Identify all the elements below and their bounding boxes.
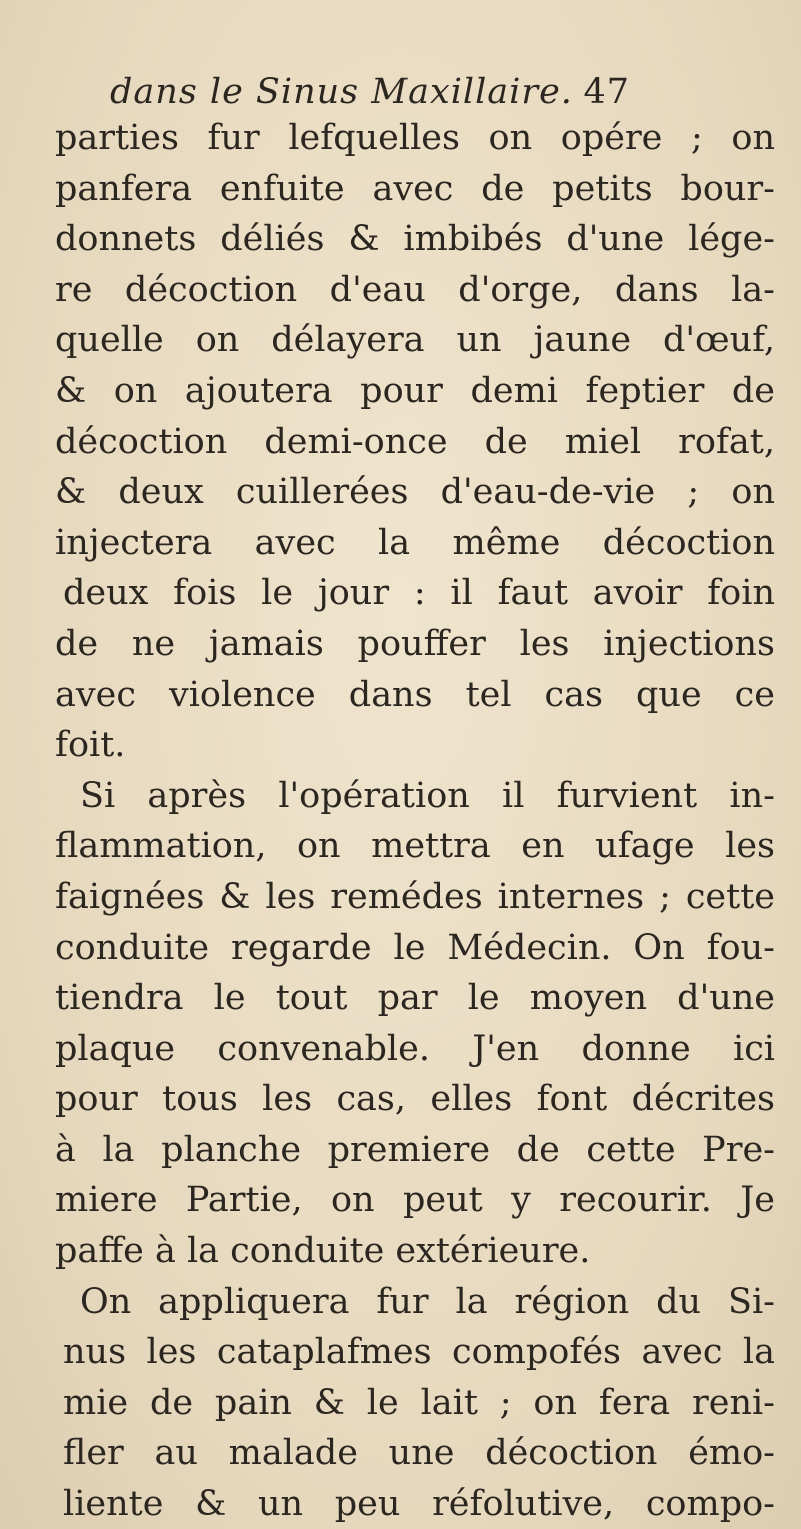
- text-line: flammation, on mettra en ufage les: [55, 826, 775, 867]
- text-line: Si après l'opération il furvient in-: [80, 775, 775, 816]
- text-line: plaque convenable. J'en donne ici: [55, 1028, 775, 1069]
- text-line: & deux cuillerées d'eau-de-vie ; on: [55, 472, 775, 513]
- text-line: de ne jamais pouffer les injections: [55, 623, 775, 664]
- text-line: décoction demi-once de miel rofat,: [55, 421, 775, 462]
- text-line: panfera enfuite avec de petits bour-: [55, 168, 775, 209]
- text-line: avec violence dans tel cas que ce: [55, 674, 775, 715]
- text-line: deux fois le jour : il faut avoir foin: [63, 573, 775, 614]
- text-line: liente & un peu réfolutive, compo-: [63, 1484, 775, 1525]
- text-line: parties fur lefquelles on opére ; on: [55, 118, 775, 158]
- text-line: donnets déliés & imbibés d'une lége-: [55, 219, 775, 260]
- text-line: On appliquera fur la région du Si-: [80, 1281, 775, 1322]
- text-line: & on ajoutera pour demi feptier de: [55, 370, 775, 411]
- text-line: faignées & les remédes internes ; cette: [55, 876, 775, 917]
- text-line: fler au malade une décoction émo-: [63, 1433, 775, 1474]
- text-line: paffe à la conduite extérieure.: [55, 1231, 591, 1272]
- body-text: [55, 113, 775, 1529]
- text-line: pour tous les cas, elles font décrites: [55, 1079, 775, 1120]
- running-title: dans le Sinus Maxillaire.: [110, 72, 573, 112]
- text-line: conduite regarde le Médecin. On fou-: [55, 927, 775, 968]
- text-line: mie de pain & le lait ; on fera reni-: [63, 1382, 775, 1423]
- text-line: quelle on délayera un jaune d'œuf,: [55, 320, 775, 361]
- text-line: à la planche premiere de cette Pre-: [55, 1129, 775, 1170]
- text-line: tiendra le tout par le moyen d'une: [55, 978, 775, 1019]
- text-line: foit.: [55, 725, 126, 766]
- text-line: injectera avec la même décoction: [55, 522, 775, 563]
- text-line: re décoction d'eau d'orge, dans la-: [55, 269, 775, 310]
- page-number: 47: [583, 72, 630, 112]
- text-line: nus les cataplafmes compofés avec la: [63, 1332, 775, 1373]
- text-line: miere Partie, on peut y recourir. Je: [55, 1180, 775, 1221]
